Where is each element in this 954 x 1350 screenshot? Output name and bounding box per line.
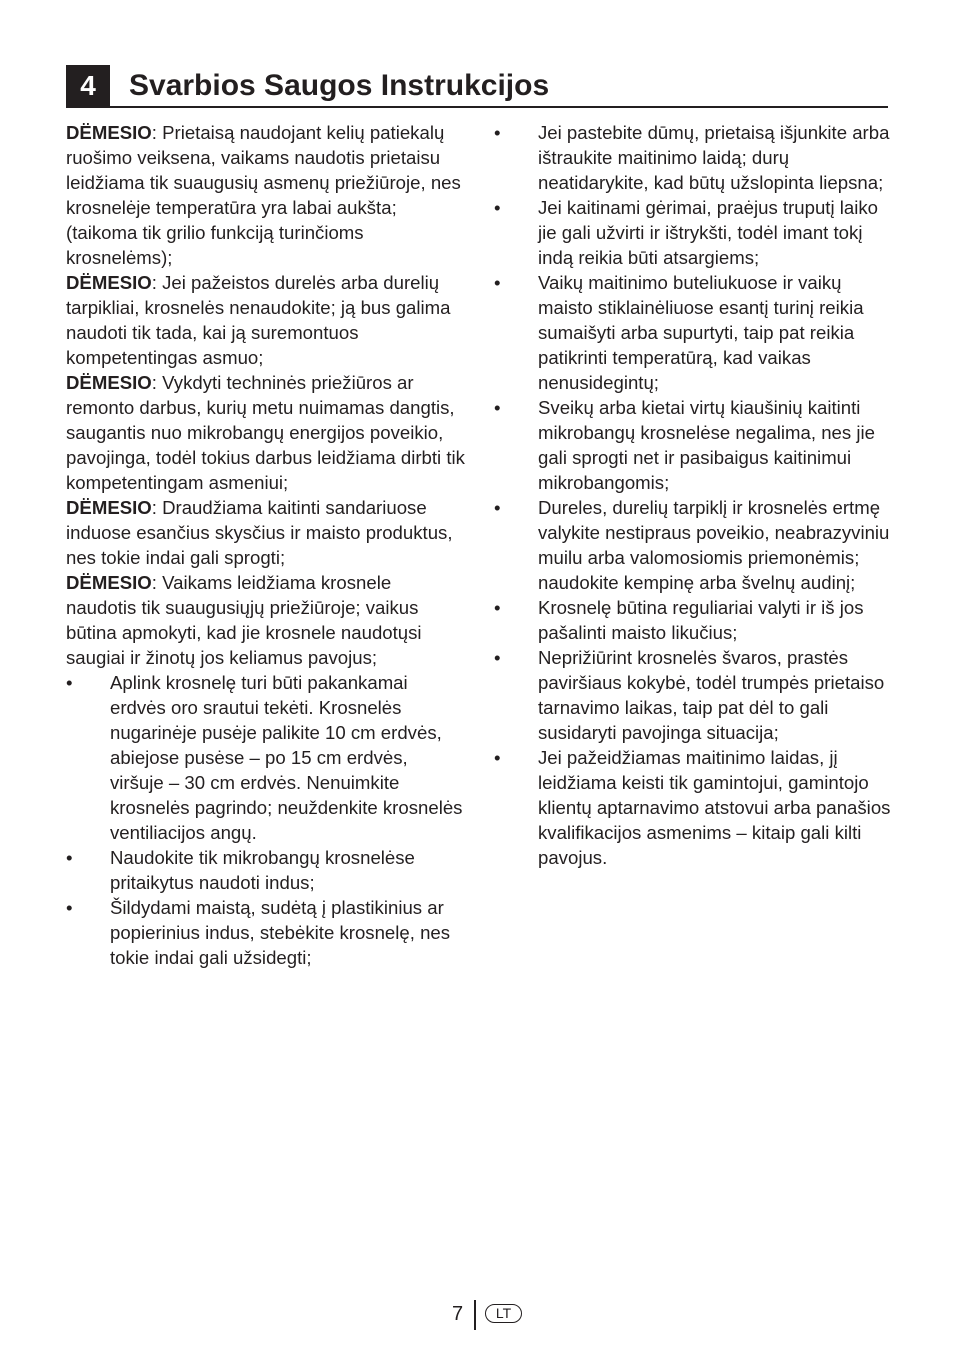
bullet-icon: •: [494, 747, 501, 768]
warning-label: DËMESIO: [66, 272, 152, 293]
list-item-text: Krosnelę būtina reguliariai valyti ir iš jos pašalinti maisto likučius;: [538, 597, 864, 643]
list-item-text: Sveikų arba kietai virtų kiaušinių kaitinti mikrobangų krosnelėse negalima, nes jie gali sprogti net ir pasibaigus kaitinimui mikrobangomis;: [538, 397, 875, 493]
warning-text: : Draudžiama kaitinti sandariuose induose esančius skysčius ir maisto produktus, nes tokie indai gali sprogti;: [66, 497, 453, 568]
warning-text: : Jei pažeistos durelės arba durelių tarpikliai, krosnelės nenaudokite; ją bus galima naudoti tik tada, kai ją suremontuos kompetentingas asmuo;: [66, 272, 451, 368]
list-item: [66, 845, 466, 895]
list-item-text: Aplink krosnelę turi būti pakankamai erdvės oro srautui tekėti. Krosnelės nugarinėje pusėje palikite 10 cm erdvės, abiejose pusėse – po 15 cm erdvės, viršuje – 30 cm erdvės. Nenuimkite krosnelės pagrindo; neuždenkite krosnelės ventiliacijos angų.: [110, 672, 463, 843]
list-item: [494, 395, 894, 495]
warning-label: DËMESIO: [66, 122, 152, 143]
list-item-text: Naudokite tik mikrobangų krosnelėse pritaikytus naudoti indus;: [110, 847, 415, 893]
bullet-icon: •: [494, 647, 501, 668]
list-item-text: Jei pastebite dūmų, prietaisą išjunkite arba ištraukite maitinimo laidą; durų neatidarykite, kad būtų užslopinta liepsna;: [538, 122, 890, 193]
left-column: [66, 120, 466, 970]
section-header: [66, 65, 888, 108]
language-badge: LT: [485, 1304, 522, 1323]
bullet-list: [494, 120, 894, 870]
page-number: 7: [452, 1303, 464, 1325]
bullet-icon: •: [66, 897, 73, 918]
bullet-icon: •: [494, 597, 501, 618]
bullet-icon: •: [494, 197, 501, 218]
list-item: [494, 120, 894, 195]
warning-text: : Vaikams leidžiama krosnele naudotis tik suaugusiųjų priežiūroje; vaikus būtina apmokyti, kad jie krosnele naudotųsi saugiai ir žinotų jos keliamus pavojus;: [66, 572, 422, 668]
list-item-text: Vaikų maitinimo buteliukuose ir vaikų maisto stiklainėliuose esantį turinį reikia sumaišyti arba supurtyti, taip pat reikia patikrinti temperatūrą, kad vaikas nenusidegintų;: [538, 272, 864, 393]
section-number-badge: 4: [66, 65, 110, 106]
list-item: [494, 595, 894, 645]
list-item: [66, 670, 466, 845]
list-item-text: Jei kaitinami gėrimai, praėjus truputį laiko jie gali užvirti ir ištrykšti, todėl imant tokį indą reikia būti atsargiems;: [538, 197, 878, 268]
bullet-icon: •: [66, 672, 73, 693]
bullet-icon: •: [494, 272, 501, 293]
warning-label: DËMESIO: [66, 497, 152, 518]
warning-text: : Prietaisą naudojant kelių patiekalų ruošimo veiksena, vaikams naudotis prietaisu leidžiama tik suaugusių asmenų priežiūroje, nes krosnelėje temperatūra yra labai aukšta; (taikoma tik grilio funkciją turinčioms krosnelėms);: [66, 122, 461, 268]
warning-paragraph: [66, 120, 466, 270]
bullet-icon: •: [66, 847, 73, 868]
warning-paragraph: [66, 570, 466, 670]
bullet-icon: •: [494, 397, 501, 418]
warning-label: DËMESIO: [66, 372, 152, 393]
bullet-icon: •: [494, 497, 501, 518]
warning-paragraph: [66, 370, 466, 495]
warning-paragraph: [66, 270, 466, 370]
section-title: Svarbios Saugos Instrukcijos: [129, 69, 550, 102]
list-item-text: Jei pažeidžiamas maitinimo laidas, jį leidžiama keisti tik gamintojui, gamintojo klientų aptarnavimo atstovui arba panašios kvalifikacijos asmenims – kitaip gali kilti pavojus.: [538, 747, 891, 868]
list-item: [494, 495, 894, 595]
warning-paragraph: [66, 495, 466, 570]
list-item: [494, 645, 894, 745]
right-column: [494, 120, 894, 870]
list-item-text: Dureles, durelių tarpiklį ir krosnelės ertmę valykite nestipraus poveikio, neabrazyviniu muilu arba valomosiomis priemonėmis; naudokite kempinę arba švelnų audinį;: [538, 497, 890, 593]
list-item: [494, 270, 894, 395]
bullet-list: [66, 670, 466, 970]
warning-label: DËMESIO: [66, 572, 152, 593]
list-item-text: Neprižiūrint krosnelės švaros, prastės paviršiaus kokybė, todėl trumpės prietaiso tarnavimo laikas, taip pat dėl to gali susidaryti pavojinga situacija;: [538, 647, 885, 743]
footer-divider: [474, 1300, 476, 1330]
list-item: [66, 895, 466, 970]
bullet-icon: •: [494, 122, 501, 143]
warning-text: : Vykdyti techninės priežiūros ar remonto darbus, kurių metu nuimamas dangtis, saugantis nuo mikrobangų energijos poveikio, pavojinga, todėl tokius darbus leidžiama dirbti tik kompetentingam asmeniui;: [66, 372, 465, 493]
list-item: [494, 195, 894, 270]
list-item-text: Šildydami maistą, sudėtą į plastikinius ar popierinius indus, stebėkite krosnelę, nes tokie indai gali užsidegti;: [110, 897, 451, 968]
list-item: [494, 745, 894, 870]
